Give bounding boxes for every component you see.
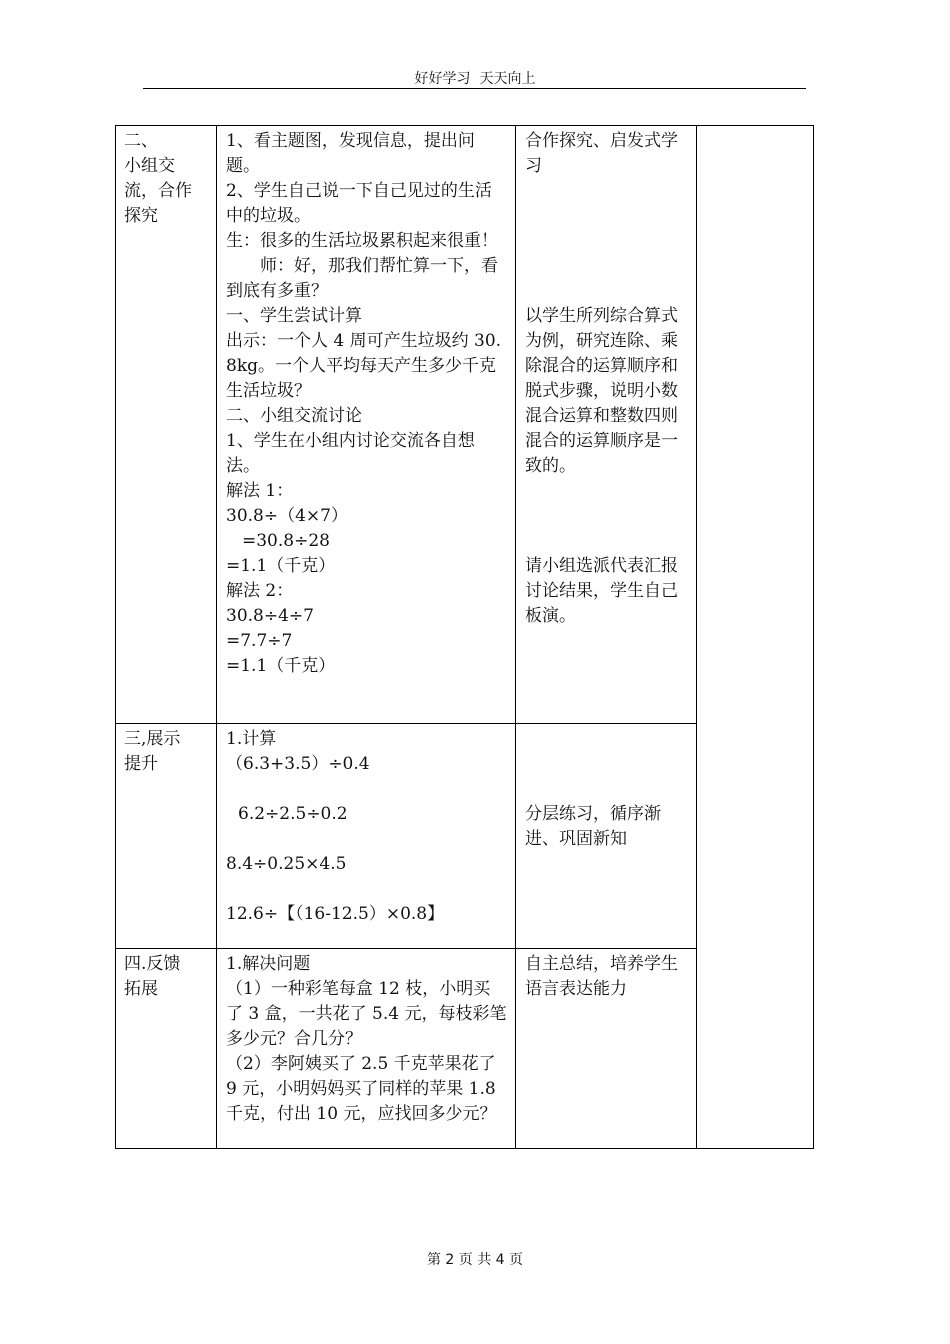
activity-text: 生：很多的生活垃圾累积起来很重！ <box>226 231 498 251</box>
design-intent-text: 自主总结，培养学生语言表达能力 <box>525 954 678 999</box>
page-footer: 第 2 页 共 4 页 <box>426 1252 524 1268</box>
activity-text: =1.1（千克） <box>226 556 336 576</box>
activity-text: （6.3+3.5）÷0.4 <box>226 754 370 774</box>
page-header: 好好学习 天天向上 <box>414 71 536 87</box>
activity-text: （2）李阿姨买了 2.5 千克苹果花了 9 元，小明妈妈买了同样的苹果 1.8 千克，付出 10 元，应找回多少元？ <box>226 1054 502 1124</box>
stage-cell <box>116 126 217 724</box>
activity-text: 1、看主题图，发现信息，提出问题。 <box>226 131 475 176</box>
activity-text: =1.1（千克） <box>226 656 336 676</box>
activity-text: （1）一种彩笔每盒 12 枝，小明买了 3 盒，一共花了 5.4 元，每枝彩笔多少元？合几分？ <box>226 979 507 1049</box>
stage-text: 流，合作 <box>124 181 192 201</box>
activity-text: 解法 2： <box>226 581 294 601</box>
design-intent-text: 请小组选派代表汇报讨论结果，学生自己板演。 <box>525 556 678 626</box>
design-intent-text: 合作探究、启发式学习 <box>525 131 678 176</box>
activities-cell <box>217 724 516 949</box>
stage-cell <box>116 949 217 1149</box>
activity-text: 二、小组交流讨论 <box>226 406 362 426</box>
design-intent-text: 以学生所列综合算式为例，研究连除、乘除混合的运算顺序和脱式步骤，说明小数混合运算和整数四则混合的运算顺序是一致的。 <box>525 306 678 476</box>
design-intent-cell <box>516 126 697 724</box>
activity-text: 6.2÷2.5÷0.2 <box>238 804 348 824</box>
notes-cell <box>697 126 814 1149</box>
stage-text: 提升 <box>124 754 158 774</box>
activity-text: 解法 1： <box>226 481 294 501</box>
activity-text: 一、学生尝试计算 <box>226 306 362 326</box>
activities-cell <box>217 126 516 724</box>
activity-text: 8.4÷0.25×4.5 <box>226 854 347 874</box>
lesson-plan-table <box>115 125 814 1149</box>
activity-text: 1、学生在小组内讨论交流各自想法。 <box>226 431 475 476</box>
activity-text: =30.8÷28 <box>242 531 330 551</box>
activity-text: 师：好，那我们帮忙算一下，看到底有多重？ <box>226 256 498 301</box>
activity-text: 12.6÷【（16-12.5）×0.8】 <box>226 904 445 924</box>
stage-text: 小组交 <box>124 156 175 176</box>
activity-text: 2、学生自己说一下自己见过的生活中的垃圾。 <box>226 181 492 226</box>
stage-text: 三,展示 <box>124 729 181 749</box>
activities-cell <box>217 949 516 1149</box>
stage-text: 四.反馈 <box>124 954 181 974</box>
design-intent-cell <box>516 949 697 1149</box>
stage-cell <box>116 724 217 949</box>
header-rule <box>143 88 806 89</box>
activity-text: 出示：一个人 4 周可产生垃圾约 30.8kg。一个人平均每天产生多少千克生活垃圾？ <box>226 331 502 401</box>
table-row <box>116 126 814 724</box>
activity-text: 30.8÷（4×7） <box>226 506 348 526</box>
activity-text: 30.8÷4÷7 <box>226 606 314 626</box>
stage-text: 二、 <box>124 131 158 151</box>
design-intent-cell <box>516 724 697 949</box>
design-intent-text: 分层练习，循序渐进、巩固新知 <box>525 804 661 849</box>
activity-text: 1.解决问题 <box>226 954 311 974</box>
stage-text: 拓展 <box>124 979 158 999</box>
activity-text: =7.7÷7 <box>226 631 293 651</box>
stage-text: 探究 <box>124 206 158 226</box>
activity-text: 1.计算 <box>226 729 277 749</box>
